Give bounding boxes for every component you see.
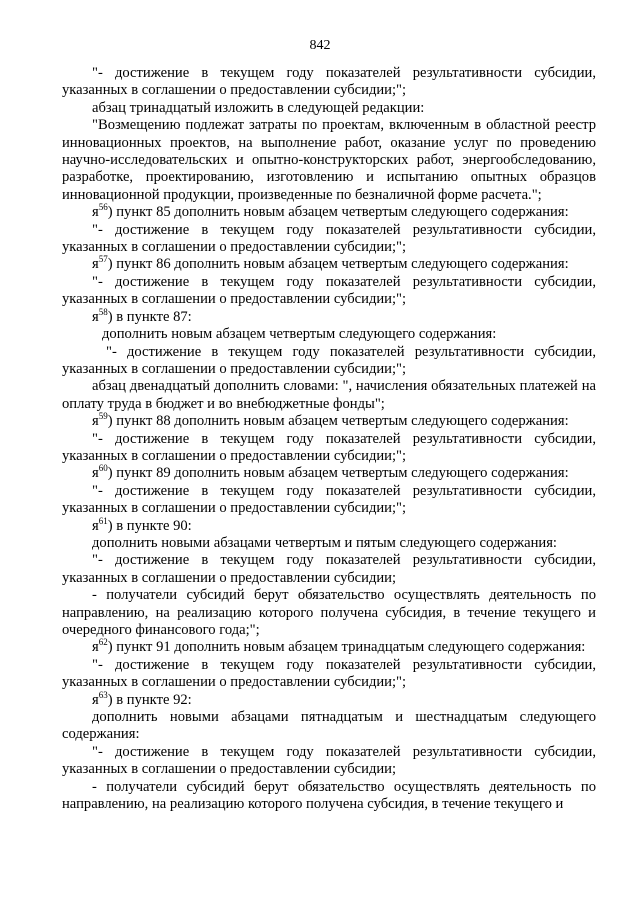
item-text: ) пункт 85 дополнить новым абзацем четвертым следующего содержания: — [107, 204, 569, 221]
instruction-paragraph: дополнить новым абзацем четвертым следующего содержания: — [102, 326, 497, 343]
item-letter: я — [92, 465, 99, 482]
list-item-paragraph — [62, 256, 596, 273]
quote-paragraph: "- достижение в текущем году показателей результативности субсидии, указанных в соглашении о предоставлении субсидии;"; — [62, 482, 596, 517]
item-number: 58 — [98, 306, 108, 317]
quote-paragraph: "- достижение в текущем году показателей результативности субсидии, указанных в соглашении о предоставлении субсидии;"; — [62, 65, 596, 99]
list-item-paragraph — [62, 413, 596, 430]
item-text: ) в пункте 87: — [107, 308, 192, 325]
item-number: 60 — [98, 463, 108, 474]
item-number: 63 — [98, 689, 108, 700]
instruction-paragraph: дополнить новыми абзацами пятнадцатым и шестнадцатым следующего содержания: — [62, 709, 596, 743]
quote-paragraph: "- достижение в текущем году показателей результативности субсидии, указанных в соглашении о предоставлении субсидии;"; — [62, 273, 596, 308]
quote-paragraph: "- достижение в текущем году показателей результативности субсидии, указанных в соглашении о предоставлении субсидии; — [62, 743, 596, 778]
item-number: 62 — [98, 637, 108, 648]
document-body — [62, 65, 596, 813]
item-letter: я — [92, 256, 99, 273]
quote-paragraph: "- достижение в текущем году показателей результативности субсидии, указанных в соглашении о предоставлении субсидии;"; — [62, 343, 596, 377]
quote-paragraph: "Возмещению подлежат затраты по проектам, включенным в областной реестр инновационных проектов, на выполнение работ, оказание услуг по проведению научно-исследовательских и опытно-конструкторских работ, энергообследованию, разработке, проектированию, изготовлению и испытанию опытных образцов инновационной продукции, произведенные по безналичной форме расчета."; — [62, 117, 596, 203]
list-item-paragraph — [62, 204, 596, 221]
quote-paragraph: - получатели субсидий берут обязательство осуществлять деятельность по направлению, на реализацию которого получена субсидия, в течение текущего и — [62, 778, 596, 813]
item-text: ) пункт 88 дополнить новым абзацем четвертым следующего содержания: — [107, 413, 569, 430]
item-text: ) пункт 91 дополнить новым абзацем тринадцатым следующего содержания: — [107, 639, 586, 656]
item-text: ) пункт 86 дополнить новым абзацем четвертым следующего содержания: — [107, 256, 569, 273]
list-item-paragraph — [62, 689, 596, 709]
item-number: 56 — [98, 202, 108, 213]
item-text: ) в пункте 90: — [107, 517, 192, 534]
quote-paragraph: "- достижение в текущем году показателей результативности субсидии, указанных в соглашении о предоставлении субсидии;"; — [62, 221, 596, 256]
item-letter: я — [92, 308, 99, 325]
list-item-paragraph — [62, 465, 596, 482]
quote-paragraph: "- достижение в текущем году показателей результативности субсидии, указанных в соглашении о предоставлении субсидии; — [62, 552, 596, 586]
instruction-paragraph: дополнить новыми абзацами четвертым и пятым следующего содержания: — [92, 534, 557, 551]
list-item-paragraph — [62, 306, 596, 326]
item-text: ) пункт 89 дополнить новым абзацем четвертым следующего содержания: — [107, 465, 569, 482]
item-letter: я — [92, 517, 99, 534]
list-item-paragraph — [62, 639, 596, 656]
item-text: ) в пункте 92: — [107, 691, 192, 708]
page-number: 842 — [309, 38, 331, 53]
item-letter: я — [92, 204, 99, 221]
item-letter: я — [92, 639, 99, 656]
item-number: 59 — [98, 411, 108, 422]
quote-paragraph: "- достижение в текущем году показателей результативности субсидии, указанных в соглашении о предоставлении субсидии;"; — [62, 430, 596, 464]
quote-paragraph: "- достижение в текущем году показателей результативности субсидии, указанных в соглашении о предоставлении субсидии;"; — [62, 656, 596, 691]
item-number: 61 — [98, 515, 108, 526]
list-item-paragraph — [62, 515, 596, 535]
item-letter: я — [92, 691, 99, 708]
instruction-paragraph: абзац тринадцатый изложить в следующей редакции: — [92, 99, 425, 116]
quote-paragraph: - получатели субсидий берут обязательство осуществлять деятельность по направлению, на реализацию которого получена субсидия, в течение текущего и очередного финансового года;"; — [62, 587, 596, 638]
item-number: 57 — [98, 254, 108, 265]
instruction-paragraph: абзац двенадцатый дополнить словами: ", начисления обязательных платежей на оплату труда в бюджет и во внебюджетные фонды"; — [62, 378, 596, 412]
item-letter: я — [92, 413, 99, 430]
